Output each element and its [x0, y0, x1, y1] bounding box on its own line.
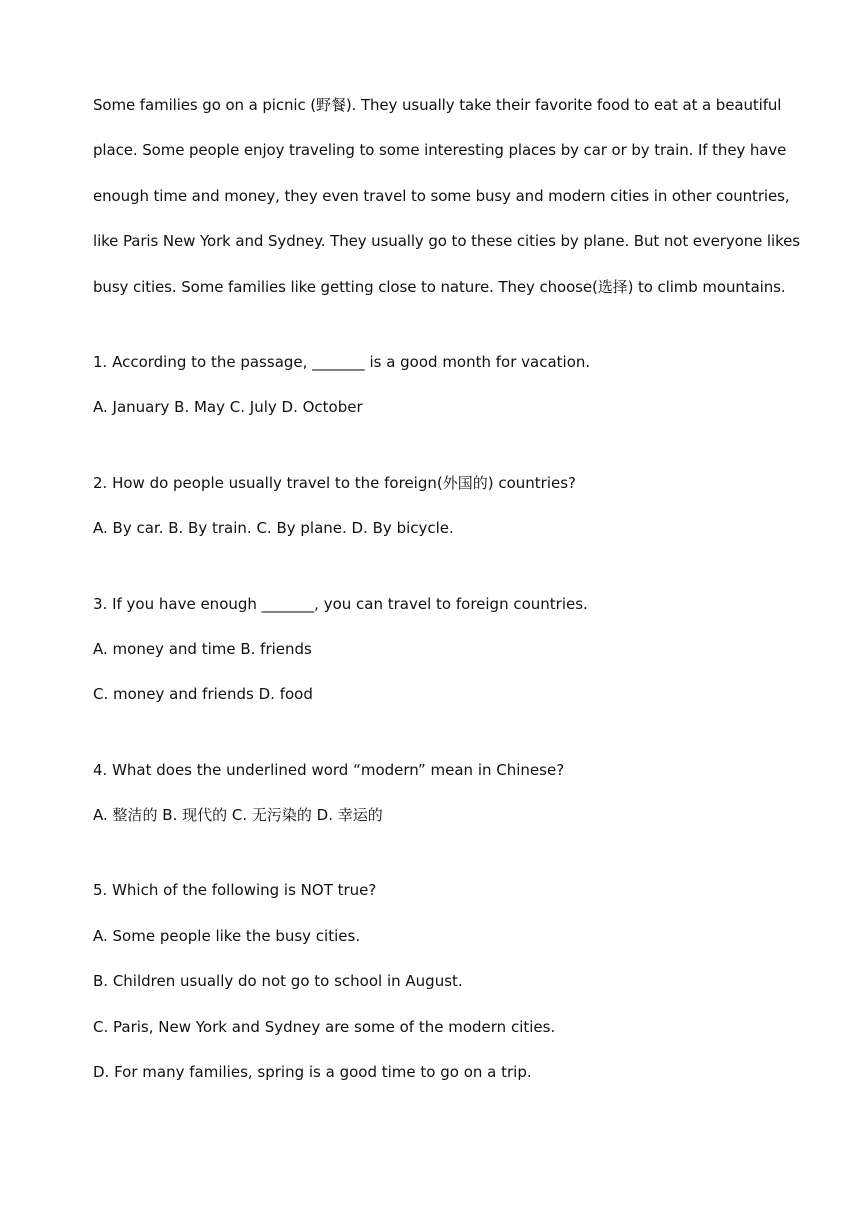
- question-options: A. January B. May C. July D. October: [93, 398, 363, 417]
- spacer: [93, 438, 793, 468]
- question-5: [93, 875, 793, 1102]
- question-stem: 5. Which of the following is NOT true?: [93, 881, 377, 900]
- question-stem: 3. If you have enough _______, you can travel to foreign countries.: [93, 594, 588, 613]
- spacer: [93, 845, 793, 875]
- spacer: [93, 559, 793, 589]
- question-stem: 4. What does the underlined word “modern” mean in Chinese?: [93, 760, 565, 779]
- passage-line: like Paris New York and Sydney. They usually go to these cities by plane. But not everyone likes: [93, 232, 800, 251]
- passage-line: enough time and money, they even travel to some busy and modern cities in other countries,: [93, 186, 790, 205]
- document-page: [93, 90, 800, 1102]
- question-1: [93, 347, 793, 438]
- passage-line: Some families go on a picnic (野餐). They usually take their favorite food to eat at a beautiful: [93, 96, 782, 114]
- question-2: [93, 468, 793, 559]
- spacer: [93, 725, 793, 755]
- passage-line: busy cities. Some families like getting close to nature. They choose(选择) to climb mountains.: [93, 277, 786, 296]
- question-option: D. For many families, spring is a good time to go on a trip.: [93, 1063, 532, 1082]
- question-4: [93, 755, 793, 846]
- question-option: A. Some people like the busy cities.: [93, 926, 361, 945]
- question-options: C. money and friends D. food: [93, 685, 313, 704]
- spacer: [93, 317, 793, 347]
- question-stem: 2. How do people usually travel to the foreign(外国的) countries?: [93, 473, 576, 492]
- question-options: A. By car. B. By train. C. By plane. D. By bicycle.: [93, 519, 454, 538]
- reading-passage: [93, 90, 800, 317]
- question-stem: 1. According to the passage, _______ is a good month for vacation.: [93, 352, 591, 371]
- question-options: A. 整洁的 B. 现代的 C. 无污染的 D. 幸运的: [93, 806, 383, 825]
- passage-line: place. Some people enjoy traveling to some interesting places by car or by train. If they have: [93, 141, 787, 160]
- question-option: C. Paris, New York and Sydney are some of the modern cities.: [93, 1017, 556, 1036]
- question-option: B. Children usually do not go to school in August.: [93, 972, 463, 991]
- question-3: [93, 589, 793, 725]
- question-options: A. money and time B. friends: [93, 639, 312, 658]
